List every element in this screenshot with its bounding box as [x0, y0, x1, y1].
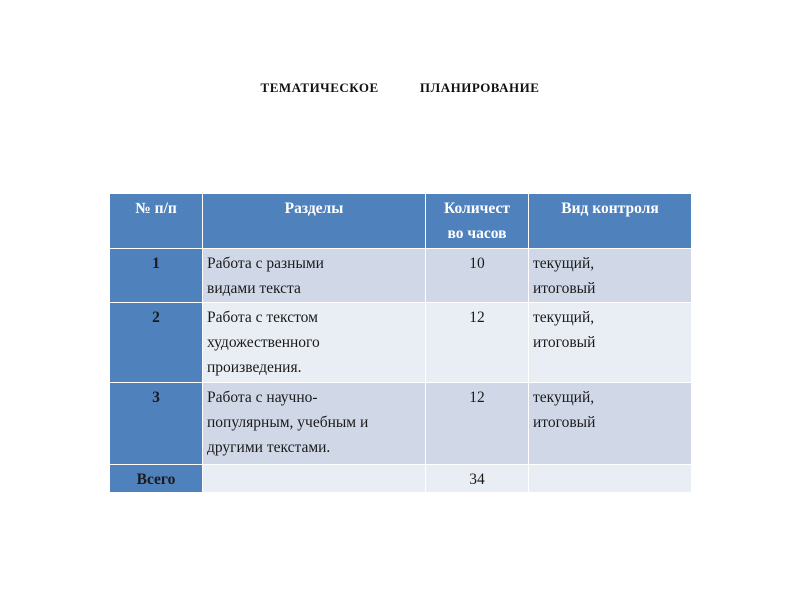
table-row	[110, 249, 692, 303]
table-row	[110, 383, 692, 465]
total-hours: 34	[426, 465, 529, 493]
row-control-line: текущий,	[533, 255, 595, 272]
row-control	[529, 383, 692, 465]
header-hours	[426, 194, 529, 249]
header-hours-line2: во часов	[447, 225, 507, 242]
row-control	[529, 249, 692, 303]
row-section-line: произведения.	[207, 359, 302, 376]
header-hours-line1: Количест	[444, 200, 510, 217]
row-section-line: художественного	[207, 334, 320, 351]
thematic-planning-table	[109, 193, 692, 493]
row-control-line: текущий,	[533, 309, 595, 326]
row-section	[203, 383, 426, 465]
row-control-line: итоговый	[533, 280, 596, 297]
row-control	[529, 303, 692, 383]
row-section-line: Работа с разными	[207, 255, 324, 272]
table-header-row	[110, 194, 692, 249]
header-num: № п/п	[110, 194, 203, 249]
row-section-line: популярным, учебным и	[207, 414, 369, 431]
row-section	[203, 249, 426, 303]
total-control	[529, 465, 692, 493]
row-section	[203, 303, 426, 383]
header-control: Вид контроля	[529, 194, 692, 249]
table-total-row	[110, 465, 692, 493]
row-section-line: видами текста	[207, 280, 301, 297]
row-num: 3	[110, 383, 203, 465]
row-section-line: Работа с текстом	[207, 309, 318, 326]
row-hours: 10	[426, 249, 529, 303]
row-num: 2	[110, 303, 203, 383]
row-hours: 12	[426, 383, 529, 465]
total-section	[203, 465, 426, 493]
row-hours: 12	[426, 303, 529, 383]
row-control-line: итоговый	[533, 414, 596, 431]
row-num: 1	[110, 249, 203, 303]
table-row	[110, 303, 692, 383]
row-control-line: текущий,	[533, 389, 595, 406]
row-section-line: Работа с научно-	[207, 389, 318, 406]
row-section-line: другими текстами.	[207, 439, 331, 456]
page-title: ТЕМАТИЧЕСКОЕ ПЛАНИРОВАНИЕ	[260, 80, 540, 95]
total-label: Всего	[110, 465, 203, 493]
row-control-line: итоговый	[533, 334, 596, 351]
header-section: Разделы	[203, 194, 426, 249]
